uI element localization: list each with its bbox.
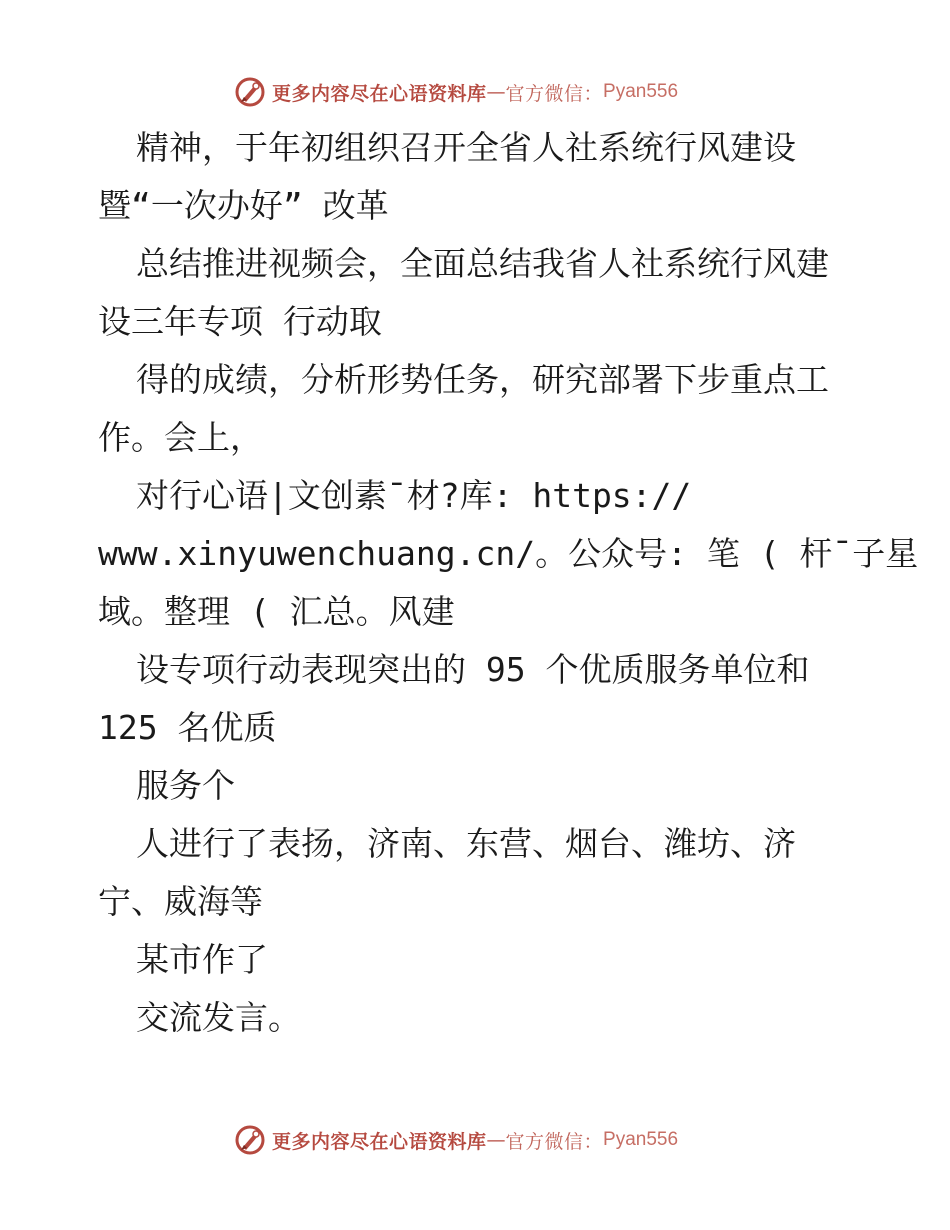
text-line-2: 暨“一次办好” 改革 [98,186,389,225]
text-line-12: 服务个 [136,766,235,805]
text-line-16: 交流发言。 [136,998,301,1037]
banner-separator: — [486,81,506,103]
text-line-5: 得的成绩，分析形势任务，研究部署下步重点工 [136,360,829,399]
text-line-11: 125 名优质 [98,708,277,747]
text-line-15: 某市作了 [136,940,268,979]
text-line-6: 作。会上， [98,418,263,457]
pen-logo-icon [234,1124,266,1156]
pen-logo-icon [234,76,266,108]
header-banner-inner [234,72,678,112]
text-line-13: 人进行了表扬，济南、东营、烟台、潍坊、济 [136,824,796,863]
banner-title: 更多内容尽在心语资料库 [272,82,487,105]
text-line-10: 设专项行动表现突出的 95 个优质服务单位和 [136,650,810,689]
text-line-1: 精神，于年初组织召开全省人社系统行风建设 [136,128,796,167]
text-line-9: 域。整理 ( 汇总。风建 [98,592,455,631]
banner-wechat-id: Pyan556 [603,1129,679,1150]
banner-separator: — [486,1129,506,1151]
header-banner [0,72,950,112]
banner-wechat-label: 官方微信： [505,1130,604,1153]
footer-banner-inner [234,1120,678,1160]
text-line-4: 设三年专项 行动取 [98,302,382,341]
text-line-14: 宁、威海等 [98,882,263,921]
banner-wechat-label: 官方微信： [505,82,604,105]
text-line-7: 对行心语|文创素¯材?库: https:// [136,476,692,515]
footer-banner [0,1120,950,1160]
text-line-3: 总结推进视频会，全面总结我省人社系统行风建 [136,244,829,283]
text-line-8: www.xinyuwenchuang.cn/。公众号: 笔 ( 杆¯子星 [98,534,919,573]
banner-wechat-id: Pyan556 [603,81,679,102]
banner-title: 更多内容尽在心语资料库 [272,1130,487,1153]
